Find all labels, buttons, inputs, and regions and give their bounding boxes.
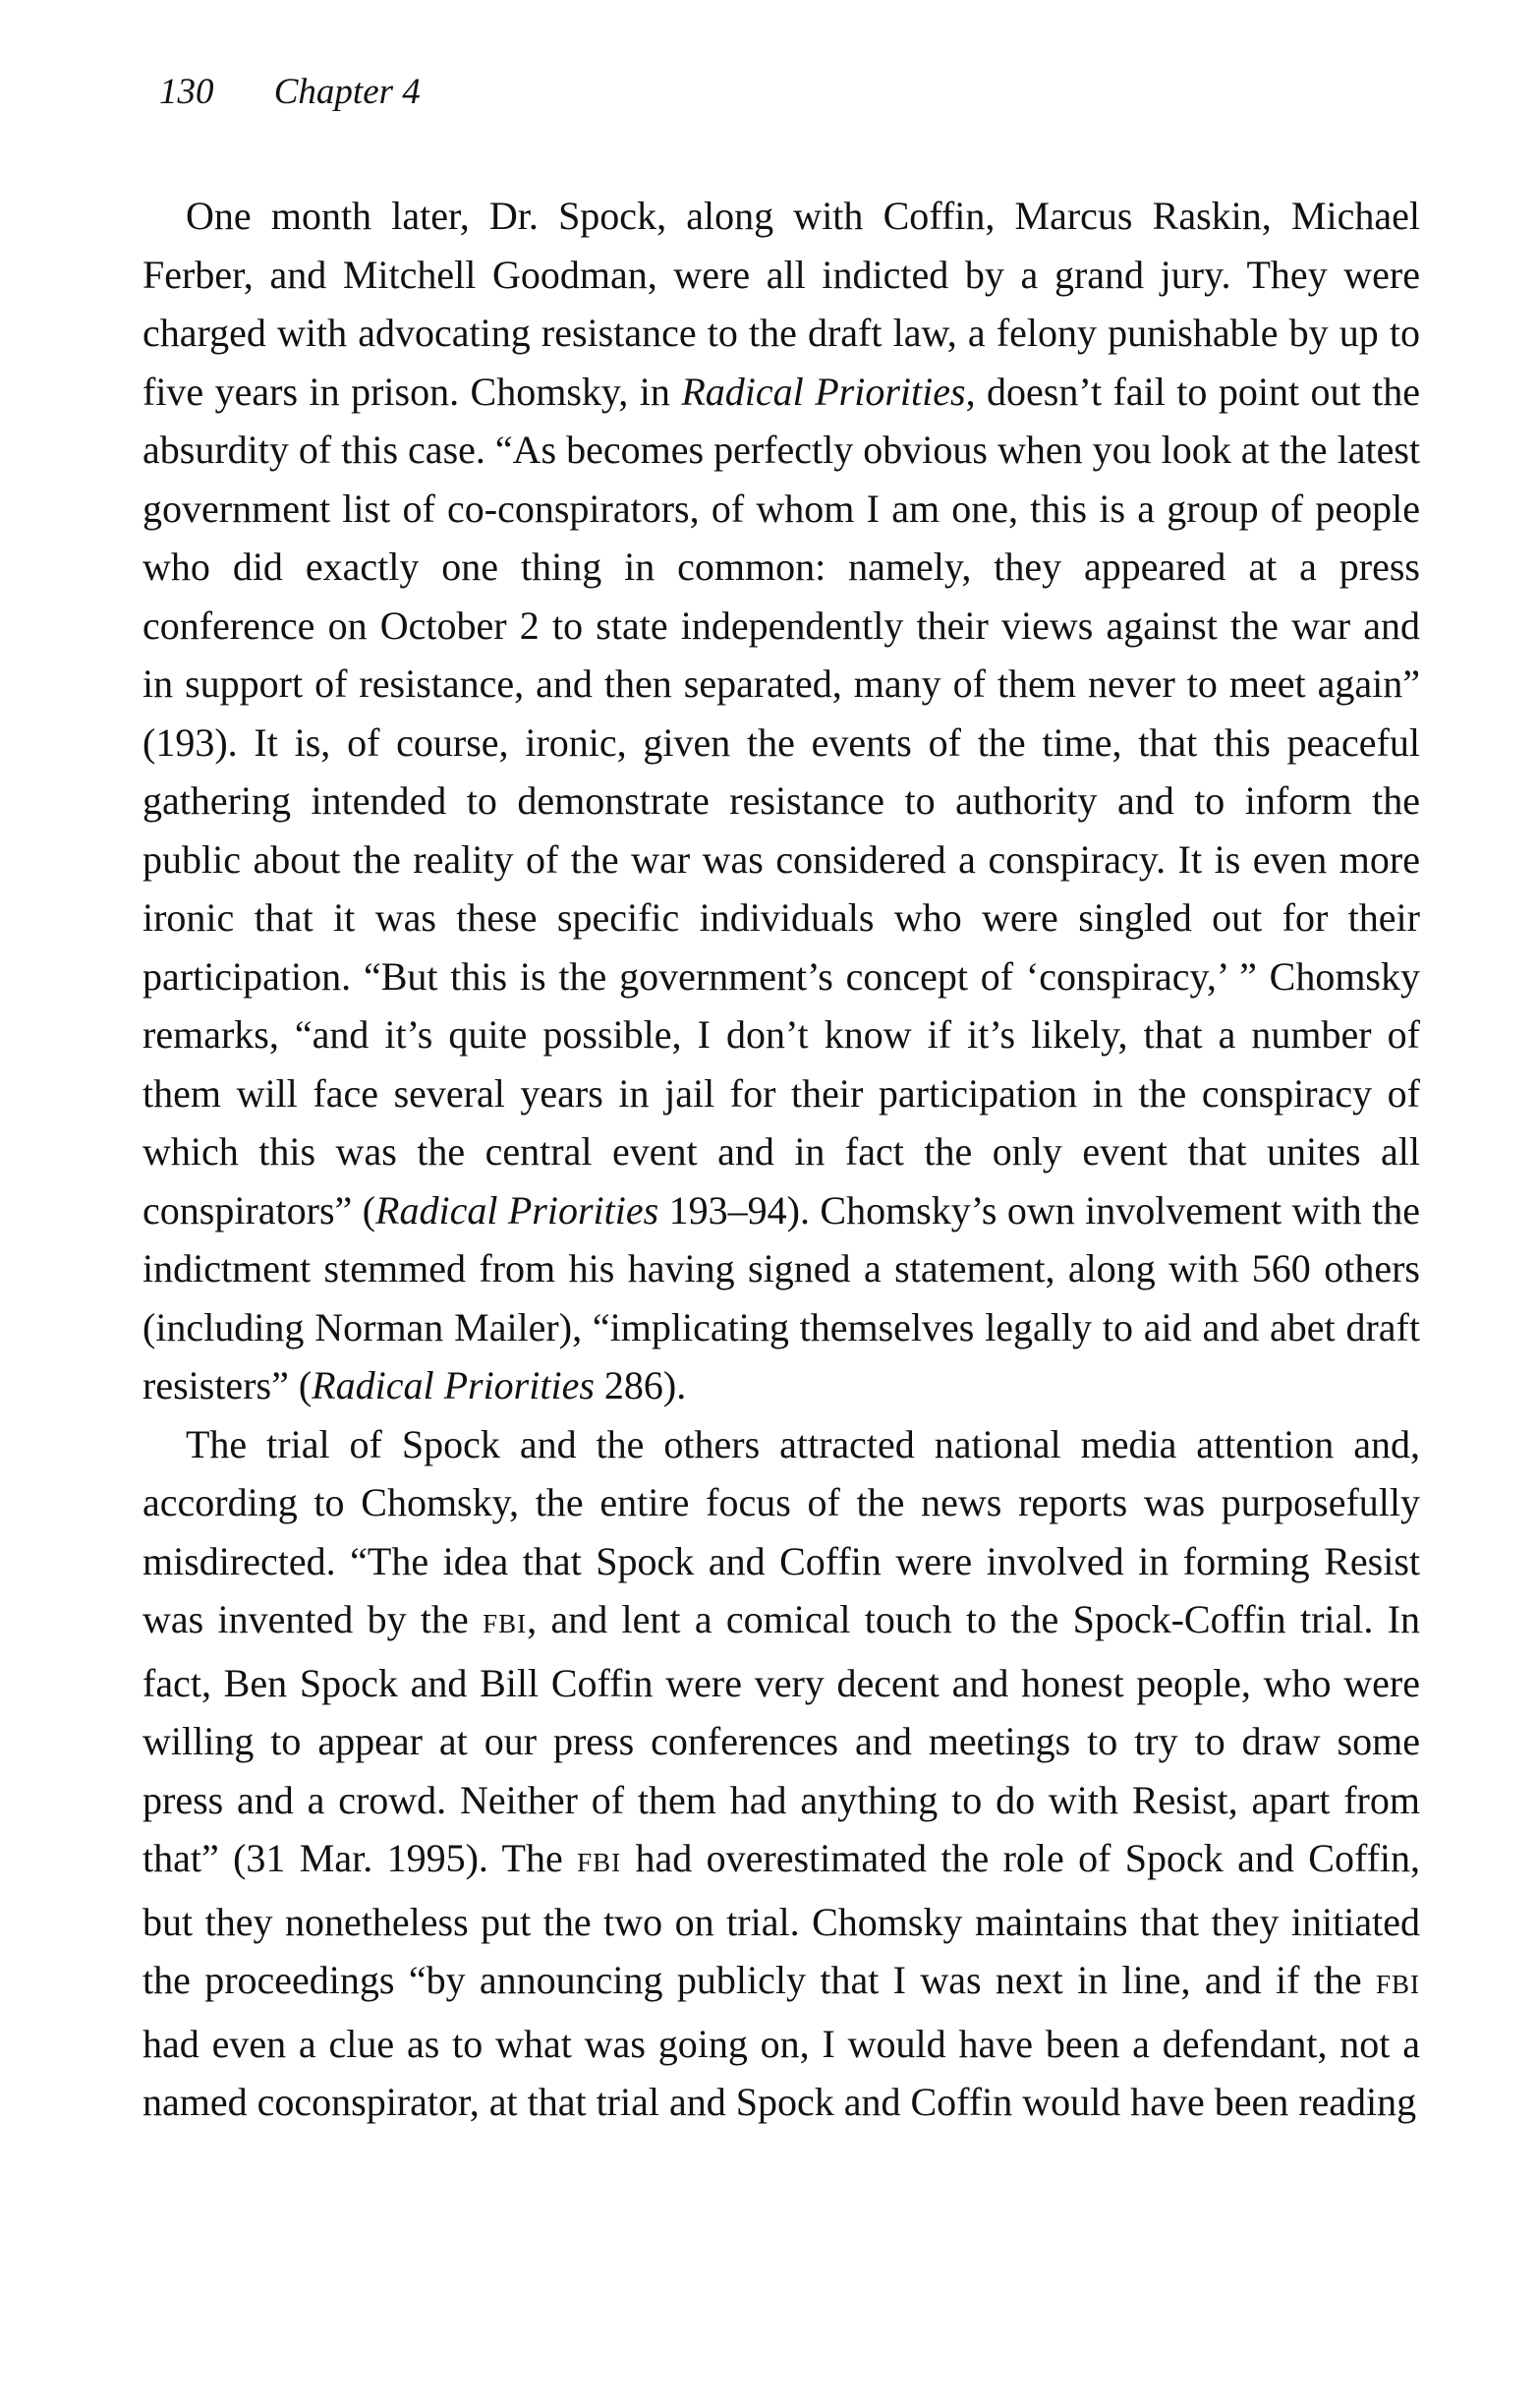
paragraph [142,1415,1420,2132]
book-title: Radical Priorities [375,1187,659,1233]
text-run: had even a clue as to what was going on, I would have been a defendant, not a named coconspirator, at that trial and Spock and Coffin would have been reading [142,2021,1420,2124]
acronym-fbi: FBI [483,1609,528,1638]
book-title: Radical Priorities [681,369,966,414]
text-run: One month later, Dr. Spock, along with Coffin, Marcus Raskin, Michael Ferber, and Mitchell Goodman, were all indicted by a grand jury. They were charged with advocating resistance to the draft law, a felony punishable by up to five years in prison. Chomsky, in [142,194,1420,414]
chapter-title: Chapter 4 [273,72,421,112]
text-run: 193–94). Chomsky’s own involvement with the indictment stemmed from his having signed a statement, along with 560 others (including Norman Mailer), “implicating themselves legally to aid and abet draft resisters” ( [142,1187,1420,1407]
book-title: Radical Priorities [312,1363,595,1407]
acronym-fbi: FBI [577,1848,622,1877]
acronym-fbi: FBI [1375,1970,1420,1999]
text-run: had overestimated the role of Spock and Coffin, but they nonetheless put the two on trial. Chomsky maintains that they initiated the proceedings “by announcing publicly that I was next in line, and if the [142,1836,1421,2002]
text-run: , and lent a comical touch to the Spock-Coffin trial. In fact, Ben Spock and Bill Coffin were very decent and honest people, who were willing to appear at our press conferences and meetings to try to draw some press and a crowd. Neither of them had anything to do with Resist, apart from that” (31 Mar. 1995). The [142,1597,1421,1880]
body-text [142,187,1420,2132]
text-run: The trial of Spock and the others attracted national media attention and, according to Chomsky, the entire focus of the news reports was purposefully misdirected. “The idea that Spock and Coffin were involved in forming Resist was invented by the [142,1421,1420,1641]
running-head [159,71,421,113]
paragraph [142,187,1420,1415]
text-run: , doesn’t fail to point out the absurdity of this case. “As becomes perfectly obvious when you look at the latest government list of co-conspirators, of whom I am one, this is a group of people who did exactly one thing in common: namely, they appeared at a press conference on October 2 to state independently their views against the war and in support of resistance, and then separated, many of them never to meet again” (193). It is, of course, ironic, given the events of the time, that this peaceful gathering intended to demonstrate resistance to authority and to inform the public about the reality of the war was considered a conspiracy. It is even more ironic that it was these specific individuals who were singled out for their participation. “But this is the government’s concept of ‘conspiracy,’ ” Chomsky remarks, “and it’s quite possible, I don’t know if it’s likely, that a number of them will face several years in jail for their participation in the conspiracy of which this was the central event and in fact the only event that unites all conspirators” ( [142,369,1420,1233]
text-run: 286). [594,1363,687,1407]
page-number: 130 [159,72,214,112]
